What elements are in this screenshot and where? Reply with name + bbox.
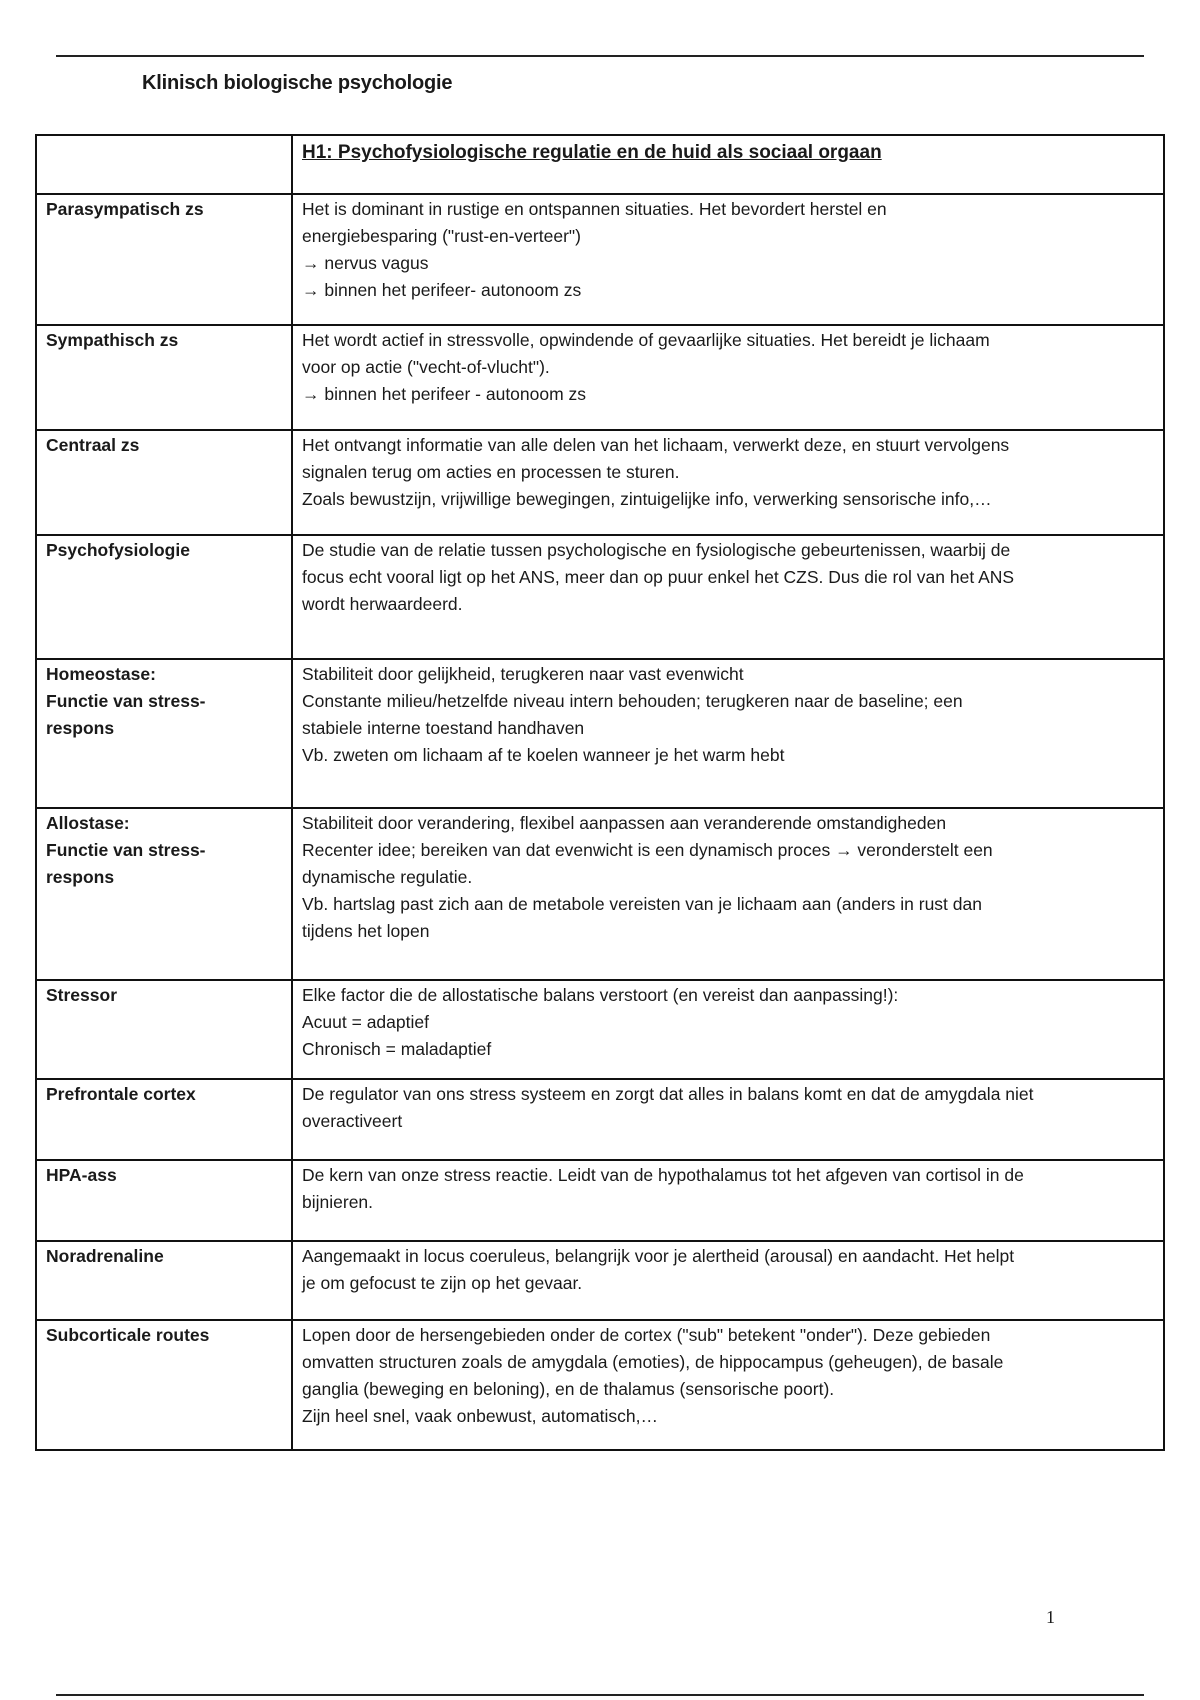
definition-line: → binnen het perifeer- autonoom zs xyxy=(302,280,582,300)
document-title: Klinisch biologische psychologie xyxy=(142,72,453,94)
definition-line: Constante milieu/hetzelfde niveau intern behouden; terugkeren naar de baseline; een xyxy=(302,691,963,711)
table-row xyxy=(36,980,1164,1079)
definition-line: tijdens het lopen xyxy=(302,921,430,941)
table-row xyxy=(36,1241,1164,1320)
term-line: Psychofysiologie xyxy=(46,540,190,560)
term-line: respons xyxy=(46,718,115,738)
definition-line: Lopen door de hersengebieden onder de cortex ("sub" betekent "onder"). Deze gebieden xyxy=(302,1325,991,1345)
definition-cell xyxy=(292,430,1164,535)
definition-line: Zoals bewustzijn, vrijwillige bewegingen, zintuigelijke info, verwerking sensorische info,… xyxy=(302,489,992,509)
table-row xyxy=(36,808,1164,980)
definition-line: De studie van de relatie tussen psychologische en fysiologische gebeurtenissen, waarbij de xyxy=(302,540,1011,560)
top-rule xyxy=(56,55,1144,57)
table-row xyxy=(36,430,1164,535)
definition-cell xyxy=(292,808,1164,980)
definition-line: Elke factor die de allostatische balans verstoort (en vereist dan aanpassing!): xyxy=(302,985,899,1005)
definition-line: dynamische regulatie. xyxy=(302,867,473,887)
definition-line: Recenter idee; bereiken van dat evenwicht is een dynamisch proces → veronderstelt een xyxy=(302,840,993,860)
definition-line: → binnen het perifeer - autonoom zs xyxy=(302,384,587,404)
term-line: Noradrenaline xyxy=(46,1246,164,1266)
table-row xyxy=(36,194,1164,325)
term-cell xyxy=(36,808,292,980)
definition-cell xyxy=(292,1160,1164,1241)
definitions-table xyxy=(35,134,1165,1451)
definition-line: Vb. hartslag past zich aan de metabole vereisten van je lichaam aan (anders in rust dan xyxy=(302,894,982,914)
term-cell xyxy=(36,194,292,325)
term-line: Homeostase: xyxy=(46,664,156,684)
definition-cell xyxy=(292,325,1164,430)
table-row xyxy=(36,1320,1164,1450)
page-number: 1 xyxy=(1046,1607,1055,1627)
table-row xyxy=(36,535,1164,659)
definition-line: wordt herwaardeerd. xyxy=(302,594,463,614)
definition-line: De kern van onze stress reactie. Leidt van de hypothalamus tot het afgeven van cortisol in de xyxy=(302,1165,1024,1185)
term-cell xyxy=(36,430,292,535)
definition-line: Acuut = adaptief xyxy=(302,1012,429,1032)
term-cell xyxy=(36,325,292,430)
definition-line: stabiele interne toestand handhaven xyxy=(302,718,585,738)
definition-line: → nervus vagus xyxy=(302,253,429,273)
definition-cell xyxy=(292,1320,1164,1450)
term-line: Allostase: xyxy=(46,813,130,833)
term-cell xyxy=(36,659,292,808)
term-cell xyxy=(36,535,292,659)
term-line: Functie van stress- xyxy=(46,840,206,860)
term-line: Prefrontale cortex xyxy=(46,1084,196,1104)
term-line: Functie van stress- xyxy=(46,691,206,711)
term-cell xyxy=(36,1160,292,1241)
term-cell xyxy=(36,1079,292,1160)
table-row xyxy=(36,659,1164,808)
definition-line: Chronisch = maladaptief xyxy=(302,1039,492,1059)
definition-cell xyxy=(292,659,1164,808)
header-empty-cell xyxy=(36,135,292,194)
definition-line: Zijn heel snel, vaak onbewust, automatisch,… xyxy=(302,1406,659,1426)
chapter-heading: H1: Psychofysiologische regulatie en de huid als sociaal orgaan xyxy=(302,142,882,163)
definition-cell xyxy=(292,1079,1164,1160)
bottom-rule xyxy=(56,1694,1144,1696)
definition-line: ganglia (beweging en beloning), en de thalamus (sensorische poort). xyxy=(302,1379,835,1399)
definition-line: De regulator van ons stress systeem en zorgt dat alles in balans komt en dat de amygdala niet xyxy=(302,1084,1034,1104)
definition-line: overactiveert xyxy=(302,1111,403,1131)
header-title-cell xyxy=(292,135,1164,194)
table-row xyxy=(36,325,1164,430)
definition-line: Het is dominant in rustige en ontspannen situaties. Het bevordert herstel en xyxy=(302,199,887,219)
definition-line: Aangemaakt in locus coeruleus, belangrijk voor je alertheid (arousal) en aandacht. Het helpt xyxy=(302,1246,1015,1266)
definition-line: Vb. zweten om lichaam af te koelen wanneer je het warm hebt xyxy=(302,745,785,765)
definition-cell xyxy=(292,980,1164,1079)
term-line: Sympathisch zs xyxy=(46,330,179,350)
table-row xyxy=(36,1079,1164,1160)
definition-line: je om gefocust te zijn op het gevaar. xyxy=(302,1273,583,1293)
term-line: respons xyxy=(46,867,115,887)
definition-cell xyxy=(292,1241,1164,1320)
definition-line: focus echt vooral ligt op het ANS, meer dan op puur enkel het CZS. Dus die rol van het ANS xyxy=(302,567,1015,587)
definition-cell xyxy=(292,194,1164,325)
definition-line: signalen terug om acties en processen te sturen. xyxy=(302,462,680,482)
term-line: Centraal zs xyxy=(46,435,140,455)
term-line: Parasympatisch zs xyxy=(46,199,204,219)
table-header-row xyxy=(36,135,1164,194)
definition-line: Stabiliteit door gelijkheid, terugkeren naar vast evenwicht xyxy=(302,664,744,684)
term-line: Subcorticale routes xyxy=(46,1325,210,1345)
definition-line: Het wordt actief in stressvolle, opwindende of gevaarlijke situaties. Het bereidt je lichaam xyxy=(302,330,990,350)
term-cell xyxy=(36,1241,292,1320)
term-cell xyxy=(36,1320,292,1450)
definition-line: Stabiliteit door verandering, flexibel aanpassen aan veranderende omstandigheden xyxy=(302,813,947,833)
term-cell xyxy=(36,980,292,1079)
definition-line: Het ontvangt informatie van alle delen van het lichaam, verwerkt deze, en stuurt vervolgens xyxy=(302,435,1010,455)
term-line: Stressor xyxy=(46,985,118,1005)
definition-line: omvatten structuren zoals de amygdala (emoties), de hippocampus (geheugen), de basale xyxy=(302,1352,1004,1372)
definition-cell xyxy=(292,535,1164,659)
term-line: HPA-ass xyxy=(46,1165,117,1185)
table-row xyxy=(36,1160,1164,1241)
definition-line: voor op actie ("vecht-of-vlucht"). xyxy=(302,357,550,377)
definition-line: energiebesparing ("rust-en-verteer") xyxy=(302,226,581,246)
definition-line: bijnieren. xyxy=(302,1192,374,1212)
